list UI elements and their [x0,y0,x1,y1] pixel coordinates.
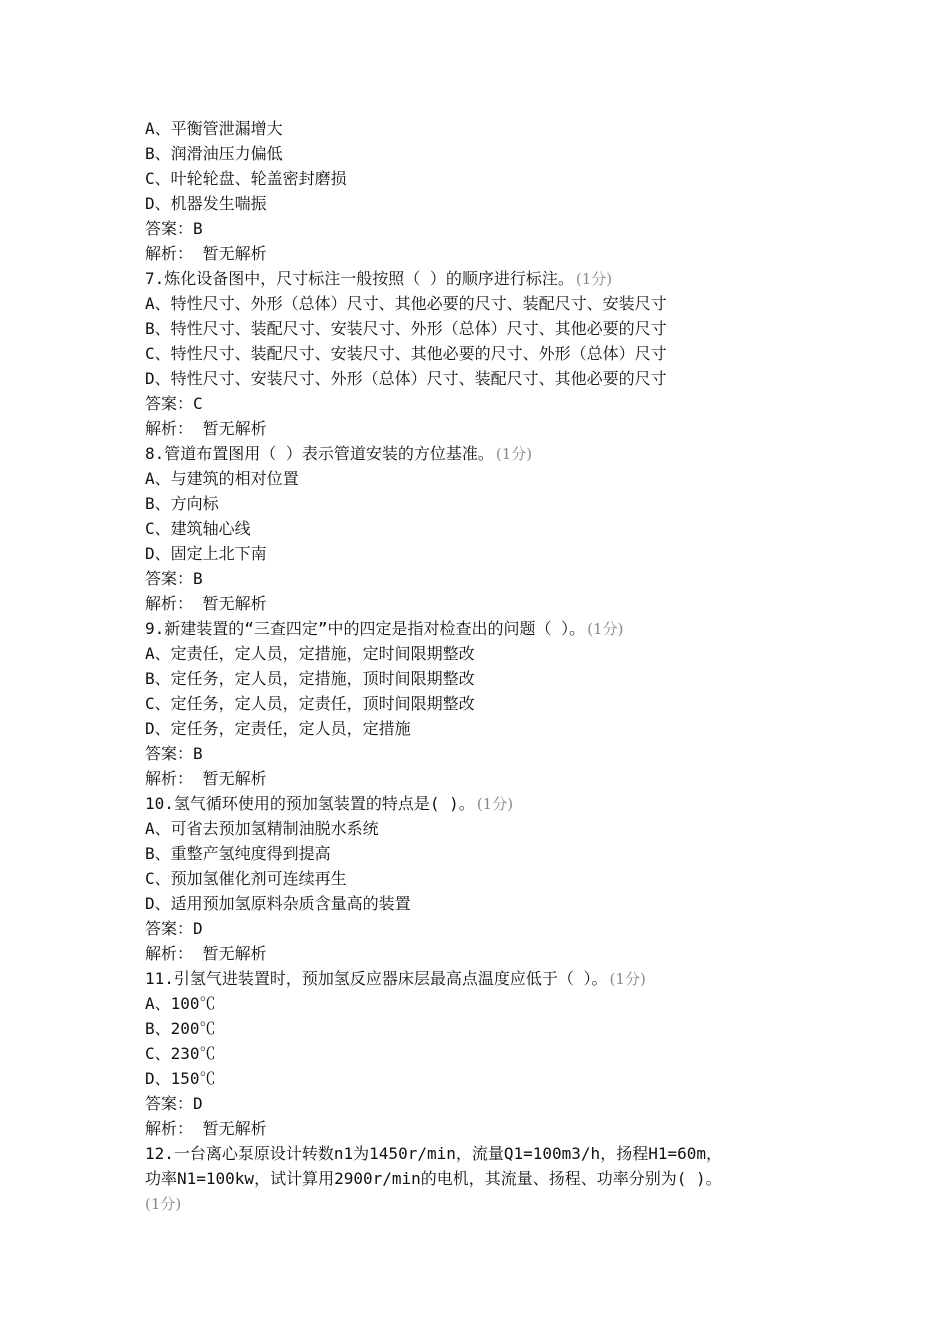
analysis: 解析： 暂无解析 [145,1119,267,1138]
analysis: 解析： 暂无解析 [145,769,267,788]
question-stem: 10.氢气循环使用的预加氢装置的特点是( )。 (1分) [145,794,514,813]
option: C、230℃ [145,1044,216,1063]
option: B、重整产氢纯度得到提高 [145,844,331,863]
points-label: (1分) [609,970,646,988]
option: A、与建筑的相对位置 [145,469,299,488]
prev-question [145,116,845,266]
analysis: 解析： 暂无解析 [145,244,267,263]
option: D、适用预加氢原料杂质含量高的装置 [145,894,411,913]
option: A、定责任，定人员，定措施，定时间限期整改 [145,644,475,663]
question-8 [145,441,845,616]
question-stem-line-2: 功率N1=100kw，试计算用2900r/min的电机，其流量、扬程、功率分别为( )。 [145,1169,722,1188]
points-label: (1分) [575,270,613,288]
option: A、平衡管泄漏增大 [145,119,283,138]
analysis: 解析： 暂无解析 [145,944,267,963]
answer: 答案：C [145,394,203,413]
question-stem-line-1: 12.一台离心泵原设计转数n1为1450r/min，流量Q1=100m3/h，扬程H1=60m， [145,1144,722,1163]
question-7 [145,266,845,441]
option: C、建筑轴心线 [145,519,251,538]
points-label: (1分) [476,795,514,813]
question-11 [145,966,845,1141]
option: C、预加氢催化剂可连续再生 [145,869,347,888]
option: A、100℃ [145,994,216,1013]
answer: 答案：D [145,1094,203,1113]
points-label: (1分) [495,445,533,463]
answer: 答案：D [145,919,203,938]
option: C、定任务，定人员，定责任，顶时间限期整改 [145,694,475,713]
option: B、润滑油压力偏低 [145,144,283,163]
question-12 [145,1141,845,1216]
option: D、特性尺寸、安装尺寸、外形（总体）尺寸、装配尺寸、其他必要的尺寸 [145,369,667,388]
document-page [145,116,845,1216]
points-label: (1分) [145,1195,182,1213]
option: D、定任务，定责任，定人员，定措施 [145,719,411,738]
option: B、方向标 [145,494,219,513]
option: D、150℃ [145,1069,216,1088]
answer: 答案：B [145,219,203,238]
option: B、200℃ [145,1019,216,1038]
answer: 答案：B [145,744,203,763]
question-9 [145,616,845,791]
question-stem: 8.管道布置图用（ ）表示管道安装的方位基准。 (1分) [145,444,533,463]
option: D、机器发生喘振 [145,194,267,213]
answer: 答案：B [145,569,203,588]
option: B、特性尺寸、装配尺寸、安装尺寸、外形（总体）尺寸、其他必要的尺寸 [145,319,667,338]
question-stem: 7.炼化设备图中，尺寸标注一般按照（ ）的顺序进行标注。 (1分) [145,269,613,288]
option: C、叶轮轮盘、轮盖密封磨损 [145,169,347,188]
question-stem: 11.引氢气进装置时，预加氢反应器床层最高点温度应低于（ ）。 (1分) [145,969,646,988]
option: A、可省去预加氢精制油脱水系统 [145,819,379,838]
option: D、固定上北下南 [145,544,267,563]
analysis: 解析： 暂无解析 [145,594,267,613]
option: C、特性尺寸、装配尺寸、安装尺寸、其他必要的尺寸、外形（总体）尺寸 [145,344,667,363]
question-10 [145,791,845,966]
option: B、定任务，定人员，定措施，顶时间限期整改 [145,669,475,688]
option: A、特性尺寸、外形（总体）尺寸、其他必要的尺寸、装配尺寸、安装尺寸 [145,294,667,313]
analysis: 解析： 暂无解析 [145,419,267,438]
points-label: (1分) [587,620,624,638]
question-stem: 9.新建装置的“三查四定”中的四定是指对检查出的问题（ ）。 (1分) [145,619,624,638]
